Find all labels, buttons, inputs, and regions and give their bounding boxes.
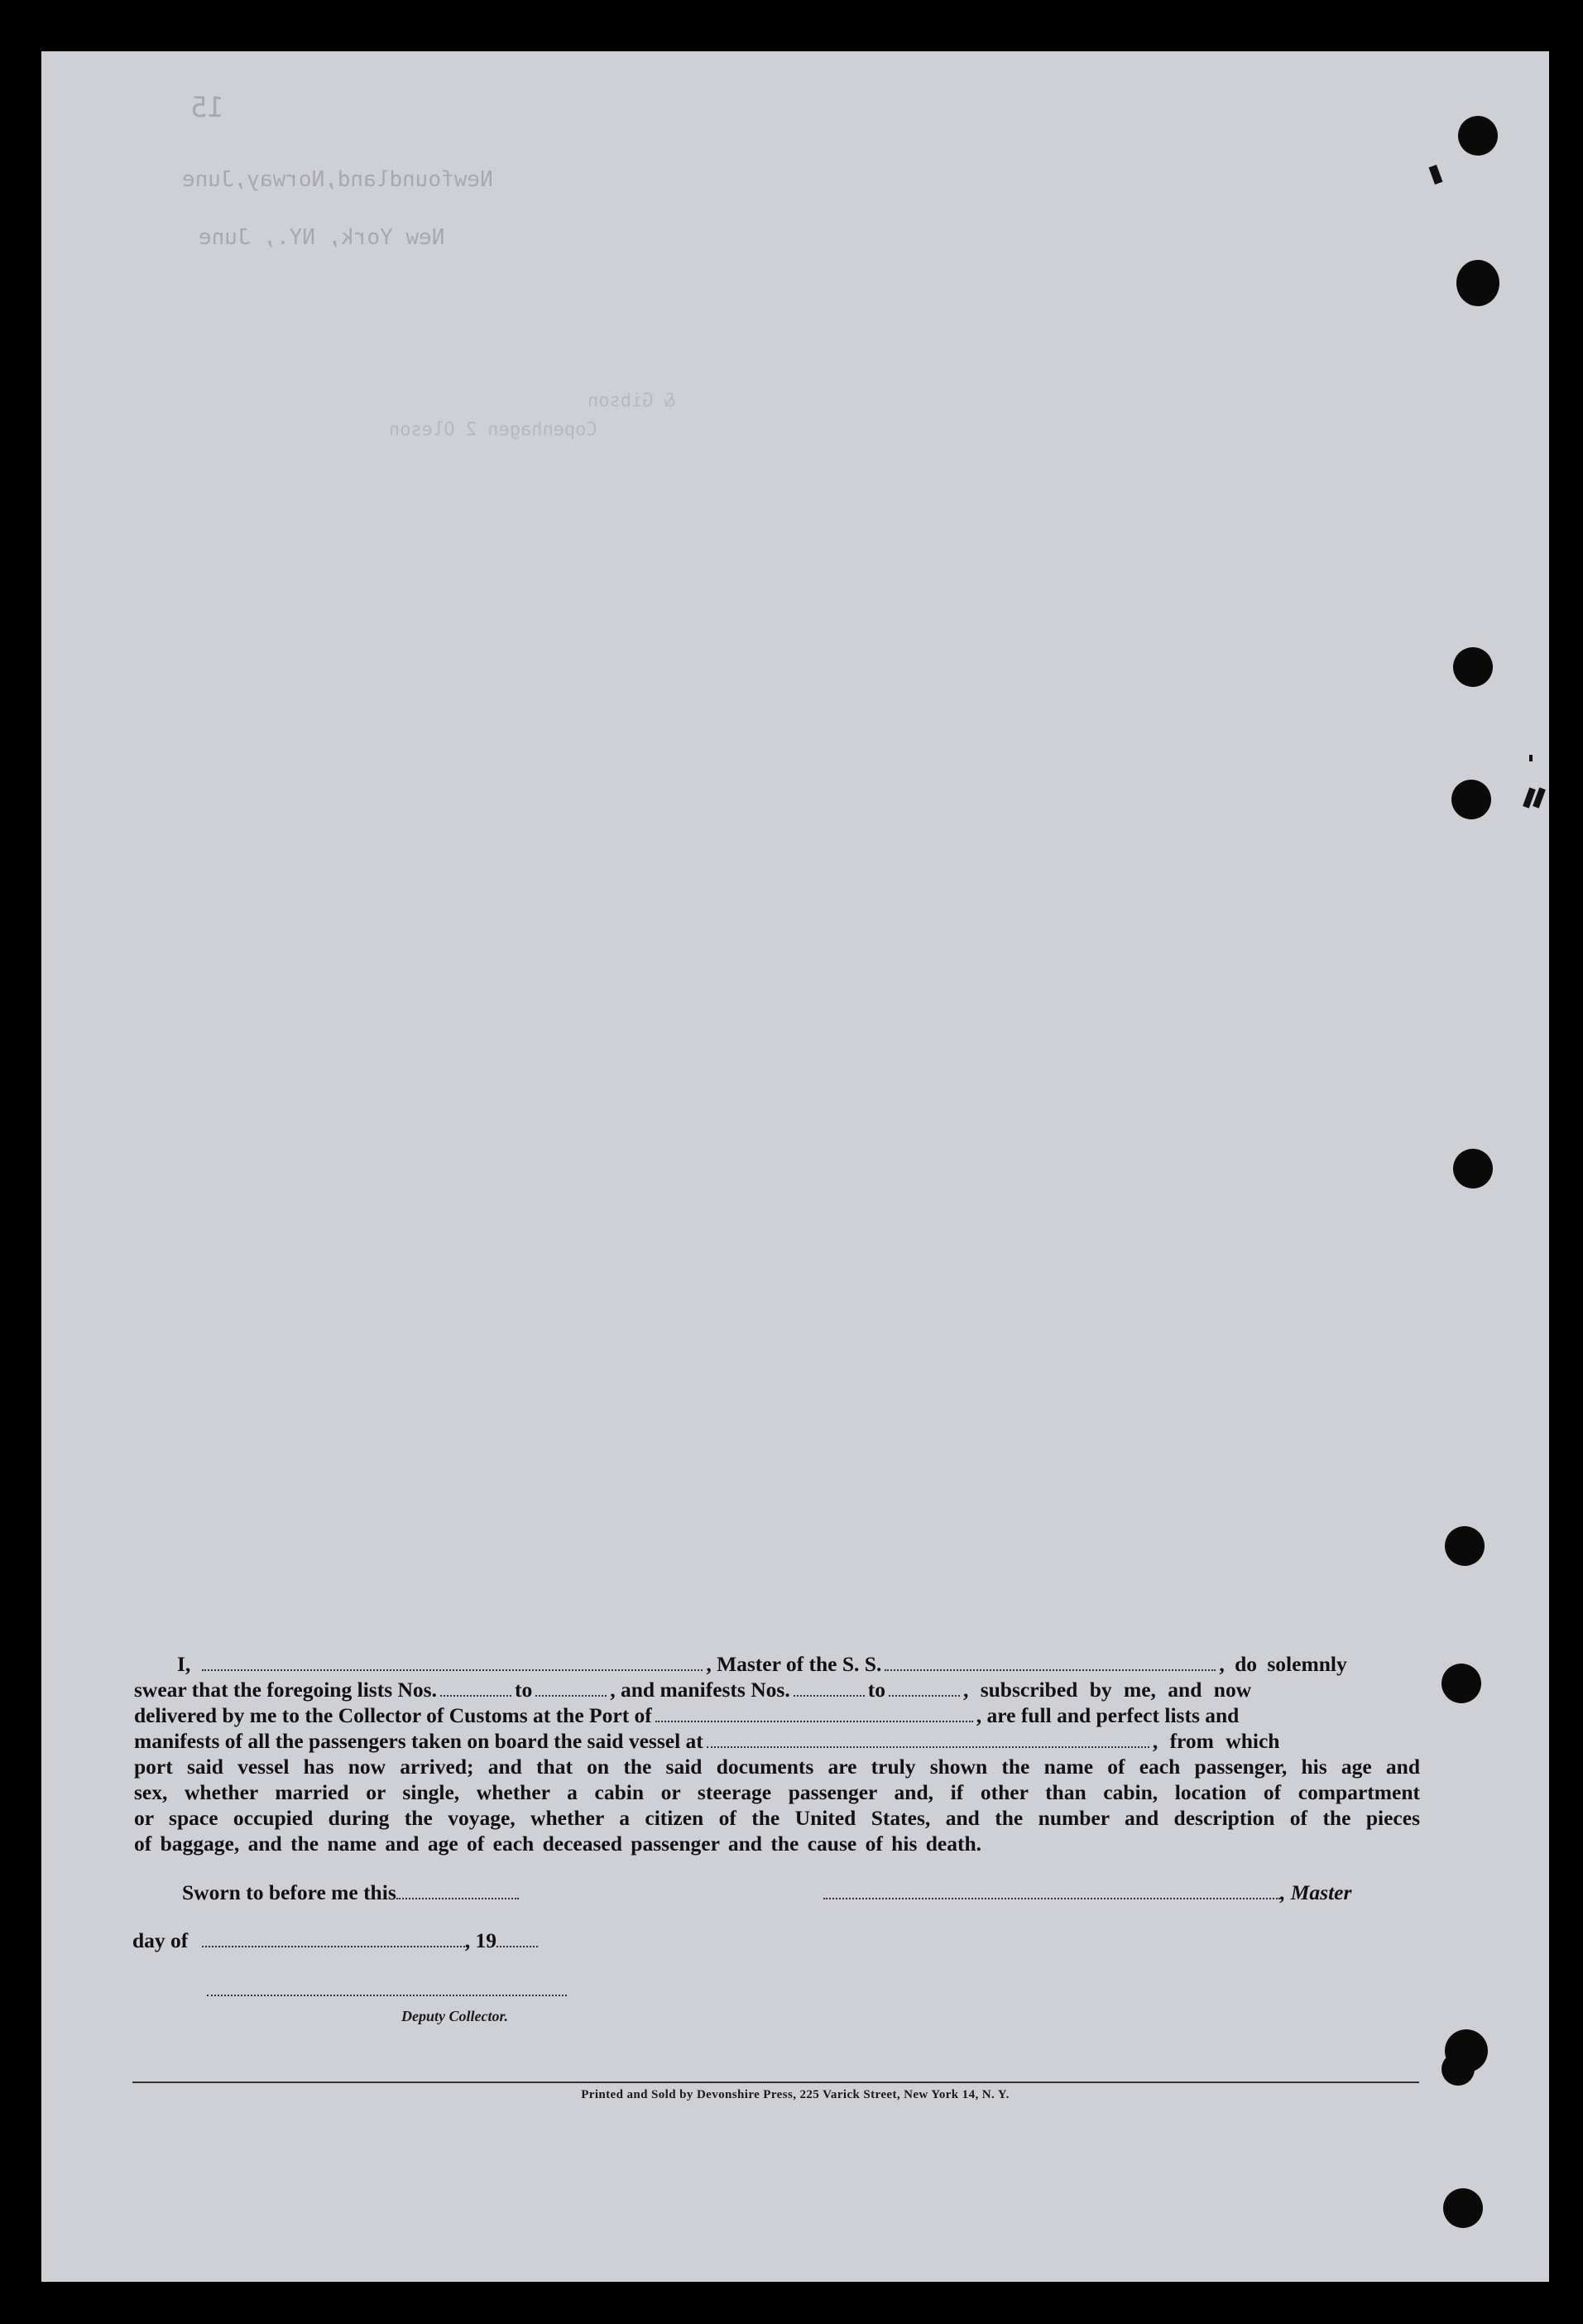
sworn-line (182, 1880, 519, 1905)
master-name-field (202, 1654, 703, 1671)
punch-hole (1451, 780, 1491, 819)
month-field (202, 1931, 465, 1947)
oath-text: , do solemnly (1219, 1652, 1347, 1676)
punch-hole (1453, 647, 1493, 687)
sworn-label: Sworn to before me this (182, 1880, 396, 1904)
year-label: , 19 (464, 1928, 496, 1952)
edge-mark (1529, 755, 1533, 761)
oath-text: , are full and perfect lists and (976, 1703, 1240, 1727)
oath-text: , and manifests Nos. (610, 1678, 790, 1702)
deputy-signature-line (207, 1995, 567, 1996)
departure-port-field (707, 1731, 1149, 1748)
oath-text: to (867, 1678, 885, 1702)
footer-rule (132, 2082, 1419, 2083)
year-field (496, 1931, 538, 1947)
bleed-line-3: & Gibson (588, 391, 675, 411)
bleed-page-number: 15 (190, 91, 224, 124)
deputy-collector-label: Deputy Collector. (401, 2008, 508, 2024)
oath-text: , Master of the S. S. (706, 1652, 882, 1676)
oath-text: , subscribed by me, and now (962, 1678, 1252, 1702)
oath-paragraph (134, 1651, 1420, 1856)
printer-imprint: Printed and Sold by Devonshire Press, 225 Varick Street, New York 14, N. Y. (581, 2088, 1010, 2101)
lists-from-field (440, 1680, 511, 1697)
oath-text: sex, whether married or single, whether a cabin or steerage passenger and, if other than cabin, location of compartment (134, 1780, 1420, 1804)
punch-hole (1458, 116, 1498, 156)
lists-to-field (535, 1680, 607, 1697)
manifest-page (41, 51, 1549, 2282)
punch-hole (1441, 1664, 1481, 1703)
manifests-to-field (889, 1680, 960, 1697)
oath-text: port said vessel has now arrived; and that on the said documents are truly shown the name of each passenger, his age and (134, 1755, 1420, 1779)
punch-hole (1443, 2188, 1483, 2228)
manifests-from-field (794, 1680, 865, 1697)
ship-name-field (885, 1654, 1216, 1671)
master-signature-field (823, 1883, 1280, 1899)
oath-text: , from which (1152, 1729, 1280, 1753)
oath-text: I, (177, 1652, 191, 1676)
oath-text: of baggage, and the name and age of each deceased passenger and the cause of his death. (134, 1832, 982, 1856)
oath-line-3 (134, 1702, 1420, 1728)
master-label: , Master (1280, 1880, 1352, 1904)
sworn-day-field (396, 1883, 519, 1899)
oath-line-1 (134, 1651, 1420, 1677)
oath-text: or space occupied during the voyage, whether a citizen of the United States, and the number and description of the pieces (134, 1806, 1420, 1830)
punch-hole (1445, 1526, 1485, 1566)
bleed-line-1: Newfoundland,Norway,June (182, 167, 493, 192)
bleed-line-4: Copenhagen 2 Oleson (389, 420, 597, 440)
day-of-line (132, 1928, 538, 1953)
oath-text: manifests of all the passengers taken on board the said vessel at (134, 1729, 703, 1753)
oath-line-2 (134, 1677, 1420, 1702)
edge-mark (1429, 165, 1443, 185)
oath-text: to (514, 1678, 533, 1702)
bleed-line-2: New York, NY., June (199, 225, 445, 250)
day-of-label: day of (132, 1928, 189, 1952)
oath-text: delivered by me to the Collector of Customs at the Port of (134, 1703, 652, 1727)
punch-hole (1456, 260, 1499, 306)
port-field (655, 1706, 973, 1722)
oath-text: swear that the foregoing lists Nos. (134, 1678, 437, 1702)
master-signature-line (823, 1880, 1351, 1905)
punch-hole (1441, 2053, 1475, 2086)
punch-hole (1453, 1149, 1493, 1188)
oath-line-4 (134, 1728, 1420, 1754)
